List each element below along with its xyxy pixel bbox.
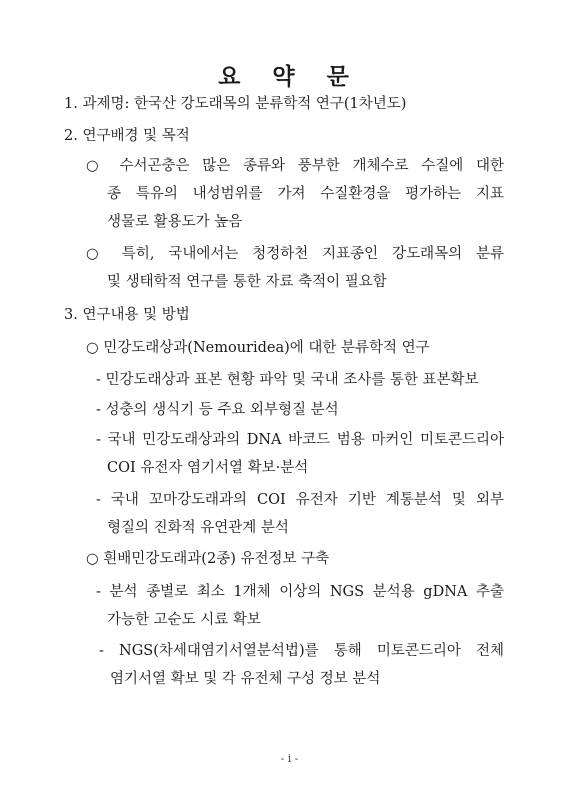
dash-item-4-line-1: - 국내 꼬마강도래과의 COI 유전자 기반 계통분석 및 외부 [96,492,504,508]
bullet-2-line-2: 및 생태학적 연구를 통한 자료 축적이 필요함 [107,274,387,290]
bullet-4-line-1: ○ 흰배민강도래과(2종) 유전정보 구축 [86,551,330,567]
dash-item-1: - 민강도래상과 표본 현황 파악 및 국내 조사를 통한 표본확보 [96,372,479,388]
page-title: 요 약 문 [218,64,361,90]
dash-item-3-line-1: - 국내 민강도래상과의 DNA 바코드 범용 마커인 미토콘드리아 [96,432,504,448]
section-1-title: 1. 과제명: 한국산 강도래목의 분류학적 연구(1차년도) [64,96,407,112]
section-2-heading: 2. 연구배경 및 목적 [64,128,190,144]
bullet-1-line-1: ○ 수서곤충은 많은 종류와 풍부한 개체수로 수질에 대한 [86,158,504,174]
dash-item-2: - 성충의 생식기 등 주요 외부형질 분석 [96,402,339,418]
dash-item-3-line-2: COI 유전자 염기서열 확보·분석 [107,460,309,476]
dash-item-4-line-2: 형질의 진화적 유연관계 분석 [107,520,289,536]
dash-item-6-line-2: 염기서열 확보 및 각 유전체 구성 정보 분석 [110,671,381,687]
bullet-1-line-2: 종 특유의 내성범위를 가져 수질환경을 평가하는 지표 [107,186,504,202]
dash-item-5-line-2: 가능한 고순도 시료 확보 [107,612,261,628]
page-number: - i - [280,752,299,765]
bullet-2-line-1: ○ 특히, 국내에서는 청정하천 지표종인 강도래목의 분류 [86,246,504,262]
bullet-3-line-1: ○ 민강도래상과(Nemouridea)에 대한 분류학적 연구 [86,340,430,356]
section-3-heading: 3. 연구내용 및 방법 [64,307,190,323]
dash-item-6-line-1: - NGS(차세대염기서열분석법)를 통해 미토콘드리아 전체 [99,643,504,659]
dash-item-5-line-1: - 분석 종별로 최소 1개체 이상의 NGS 분석용 gDNA 추출 [96,584,504,600]
bullet-1-line-3: 생물로 활용도가 높음 [107,214,243,230]
